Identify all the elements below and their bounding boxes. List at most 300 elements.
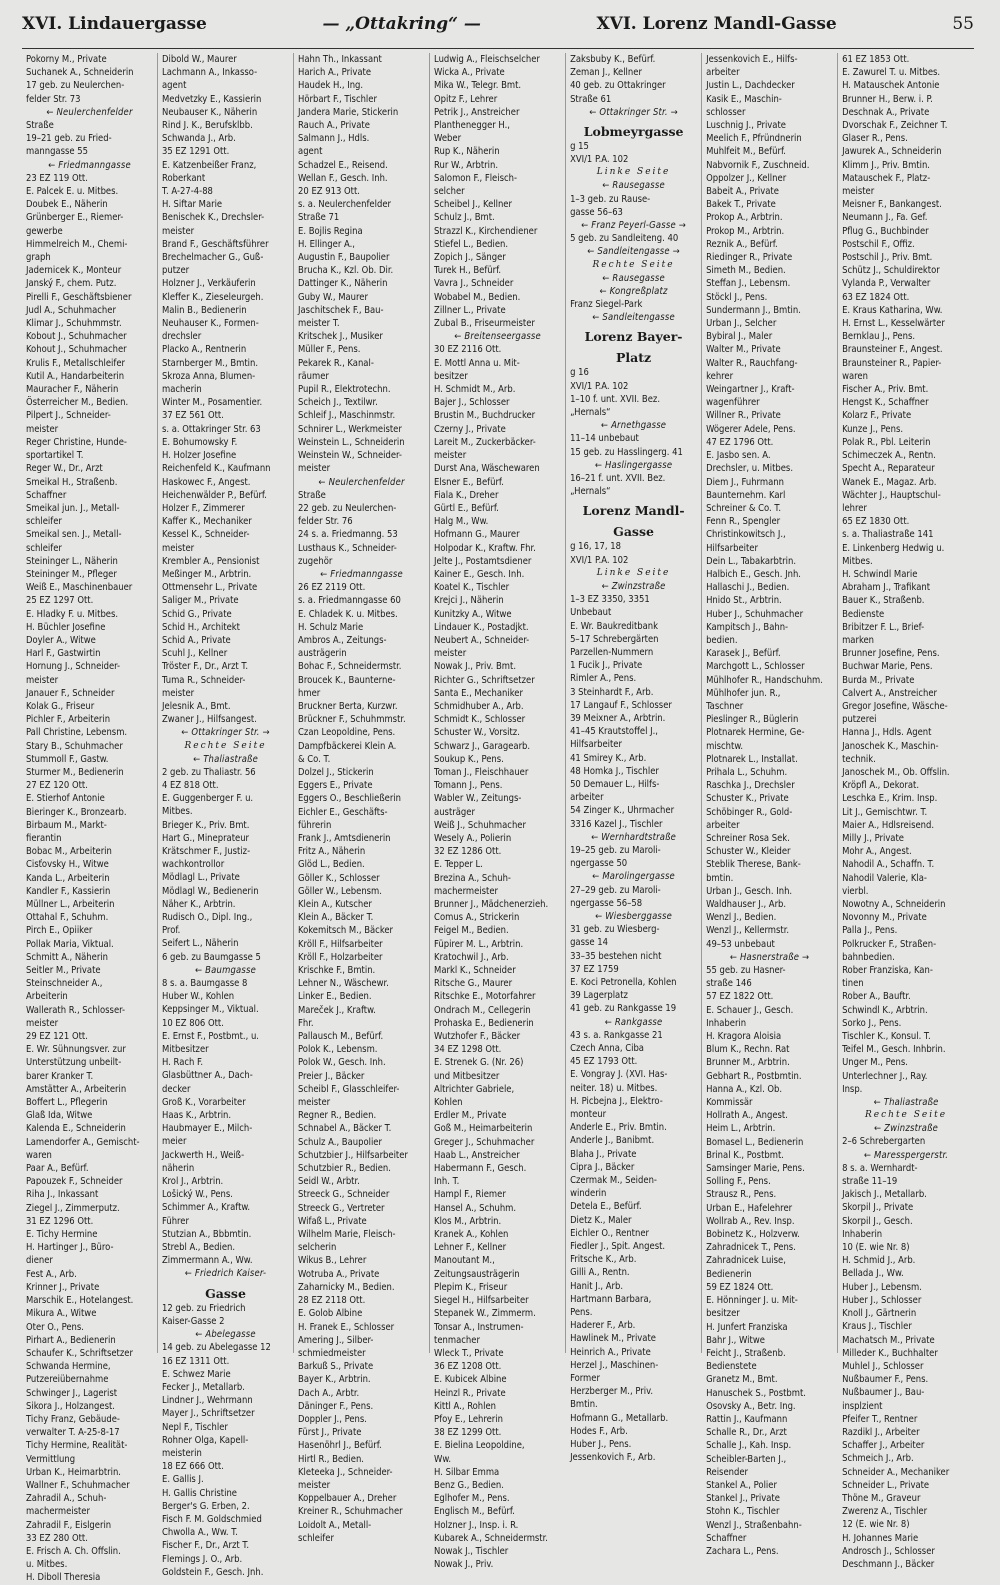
directory-line: Rup K., Näherin (434, 146, 500, 158)
directory-line: Milleder K., Buchhalter (842, 1347, 938, 1359)
directory-line: Abraham J., Trafikant (842, 582, 931, 594)
directory-line: Huber J., Schuhmacher (706, 608, 804, 620)
directory-line: meister (298, 1097, 331, 1109)
directory-line: Mayer J., Schriftsetzer (162, 1408, 255, 1420)
directory-line: Pfoy E., Lehrerin (434, 1413, 503, 1425)
directory-line: macherin (162, 384, 202, 396)
directory-line: Pekarek R., Kanal- (298, 357, 374, 369)
directory-line: Zaksbuby K., Befürf. (570, 54, 656, 65)
directory-line: Nowak J., Tischler (434, 1545, 509, 1557)
directory-line: Schütz J., Schuldirektor (842, 265, 940, 277)
directory-line: g 16, 17, 18 (570, 541, 621, 553)
directory-line: Specht A., Reparateur (842, 463, 935, 475)
directory-line: Polak R., Pbl. Leiterin (842, 436, 931, 448)
directory-line: 41 geb. zu Rankgasse 19 (570, 1003, 677, 1015)
directory-line: Bomasel L., Bedienerin (706, 1136, 804, 1148)
directory-line: Stankel J., Private (706, 1493, 780, 1505)
directory-line: E. Bohumowsky F. (162, 436, 238, 448)
directory-line: drechsler (162, 331, 202, 343)
directory-line: 26 EZ 2119 Ott. (298, 582, 366, 594)
directory-line: Unterstützung unbeilt- (26, 1057, 122, 1069)
directory-line: Tichy Hermine, Realität- (26, 1440, 128, 1452)
directory-line: Schnirer L., Werkmeister (298, 423, 402, 435)
directory-line: Teifel M., Gesch. Inhbrin. (842, 1044, 946, 1056)
directory-line: schleifer (298, 1532, 334, 1544)
directory-line: Fürst J., Private (298, 1427, 362, 1439)
directory-line: 4 EZ 818 Ott. (162, 779, 219, 791)
directory-line: Eglhofer M., Pens. (434, 1493, 510, 1505)
directory-line: Hanna A., Kzl. Ob. (706, 1083, 783, 1095)
directory-line: E. Linkenberg Hedwig u. (842, 542, 945, 554)
cross-street: ← Zwinzstraße (601, 580, 666, 592)
directory-line: 8 s. a. Wernhardt- (842, 1162, 918, 1174)
directory-line: E. Kraus Katharina, Ww. (842, 304, 943, 316)
directory-line: Milly J., Private (842, 832, 904, 844)
directory-line: straße 146 (706, 978, 752, 990)
directory-line: Granetz M., Bmt. (706, 1374, 778, 1386)
directory-line: Blaha J., Private (570, 1148, 637, 1160)
directory-line: Reger Christine, Hunde- (26, 436, 127, 448)
header-district: — „Ottakring“ — (322, 14, 481, 34)
directory-line: XVI/1 P.A. 102 (570, 380, 629, 392)
directory-line: Kokemitsch M., Bäcker (298, 925, 394, 937)
directory-line: Halbich E., Gesch. Jnh. (706, 568, 801, 580)
directory-line: 12 geb. zu Friedrich (162, 1302, 246, 1314)
directory-line: g 16 (570, 367, 589, 379)
directory-line: Inhaberin (842, 1228, 883, 1240)
directory-line: arbeiter (570, 792, 604, 804)
directory-line: Bieringer K., Bronzearb. (26, 806, 127, 818)
directory-line: schleifer (26, 542, 62, 554)
directory-line: Holzner J., Insp. i. R. (434, 1519, 519, 1531)
directory-line: meister (26, 423, 59, 435)
directory-line: Skroza Anna, Blumen- (162, 370, 256, 382)
directory-line: H. Picbejna J., Elektro- (570, 1095, 663, 1107)
directory-line: Unbebaut (570, 607, 612, 619)
directory-line: 48 Homka J., Tischler (570, 765, 659, 777)
directory-line: Schulz A., Baupolier (298, 1136, 382, 1148)
directory-line: Nowak J., Priv. Bmt. (434, 661, 516, 673)
directory-line: Mödlagl L., Private (162, 872, 240, 884)
directory-line: Plepim K., Friseur (434, 1281, 508, 1293)
directory-line: Pilpert J., Schneider- (26, 410, 111, 422)
directory-line: Deschmann J., Bäcker (842, 1558, 935, 1570)
directory-line: Pirelli F., Geschäftsbiener (26, 291, 132, 303)
directory-line: 27–29 geb. zu Maroli- (570, 884, 661, 896)
directory-line: Stankel A., Polier (706, 1479, 777, 1491)
directory-line: Nepl F., Tischler (162, 1421, 228, 1433)
directory-line: Vylanda P., Verwalter (842, 278, 931, 290)
directory-line: meister (26, 674, 59, 686)
directory-line: Reichenfeld K., Kaufmann (162, 463, 271, 475)
directory-line: Goß M., Heimarbeiterin (434, 1123, 533, 1135)
directory-line: Stöckl J., Pens. (706, 291, 768, 303)
directory-line: 23 EZ 119 Ott. (26, 172, 88, 184)
directory-line: T. A-27-4-88 (162, 186, 213, 198)
directory-line: Siegel H., Hilfsarbeiter (434, 1295, 529, 1307)
directory-line: „Hernals“ (570, 486, 611, 498)
street-heading: Gasse (205, 1285, 246, 1301)
directory-line: Brezina A., Schuh- (434, 872, 511, 884)
directory-line: 37 EZ 561 Ott. (162, 410, 224, 422)
directory-line: Luschnig J., Private (706, 120, 786, 132)
cross-street: ← Rankgasse (604, 1016, 663, 1028)
directory-line: Schadzel E., Reisend. (298, 159, 388, 171)
directory-line: Novonny M., Private (842, 912, 927, 924)
directory-line: E. Katzenbeißer Franz, (162, 159, 257, 171)
directory-line: 25 EZ 1297 Ott. (26, 595, 94, 607)
directory-line: Benz G., Bedien. (434, 1479, 504, 1491)
directory-line: 50 Demauer L., Hilfs- (570, 778, 660, 790)
directory-line: Schreiner Rosa Sek. (706, 832, 790, 844)
directory-line: Dein L., Tabakarbtrin. (706, 555, 796, 567)
directory-line: E. Vongray J. (XVI. Has- (570, 1069, 668, 1081)
directory-line: Prokop M., Arbtrin. (706, 225, 785, 237)
directory-line: 39 Meixner A., Arbtrin. (570, 712, 666, 724)
directory-line: Waldhauser J., Arb. (706, 899, 787, 910)
directory-line: Comus A., Strickerin (434, 912, 520, 924)
directory-line: E. Gallis J. (162, 1474, 204, 1486)
directory-line: Sundermann J., Bmtin. (706, 304, 801, 316)
header-right-street: XVI. Lorenz Mandl-Gasse (596, 14, 837, 34)
directory-line: Smeikal sen. J., Metall- (26, 529, 122, 541)
directory-line: Reznik A., Befürf. (706, 238, 778, 250)
directory-line: Brunner M., Arbtrin. (706, 1057, 790, 1069)
directory-line: Prof. (162, 925, 181, 937)
directory-line: Rattin J., Kaufmann (706, 1413, 788, 1425)
directory-line: Schaufer K., Schriftsetzer (26, 1347, 133, 1359)
directory-line: Kanda L., Arbeiterin (26, 872, 110, 884)
directory-line: Thöne M., Graveur (842, 1492, 921, 1504)
directory-line: vierbl. (842, 885, 869, 897)
directory-line: Kandler F., Kassierin (26, 885, 111, 897)
directory-line: Rind J. K., Berufsklbb. (162, 120, 253, 132)
directory-line: E. Hladky F. u. Mitbes. (26, 608, 119, 620)
directory-line: Bmtin. (570, 1399, 598, 1411)
directory-line: Straße 61 (570, 93, 612, 105)
directory-line: wachkontrollor (162, 859, 225, 871)
directory-line: Guby W., Maurer (298, 291, 368, 303)
directory-line: Seitler M., Private (26, 965, 101, 977)
directory-line: 34 EZ 1298 Ott. (434, 1044, 502, 1056)
directory-line: Maier A., Hdlsreisend. (842, 819, 935, 831)
directory-line: Stutzian A., Bbbmtin. (162, 1228, 252, 1240)
directory-line: Raschka J., Drechsler (706, 780, 795, 792)
directory-line: gasse 56–63 (570, 206, 623, 218)
directory-line: Schalle R., Dr., Arzt (706, 1427, 787, 1439)
directory-line: Bauer K., Straßenb. (842, 595, 925, 607)
directory-line: meister (298, 1479, 331, 1491)
directory-line: Kampitsch J., Bahn- (706, 621, 789, 633)
directory-line: zugehör (298, 555, 333, 567)
cross-street: ← Kongreßplatz (599, 285, 668, 297)
directory-line: Steinschneider A., (26, 978, 103, 990)
cross-street: ← Haslingergasse (594, 459, 673, 471)
directory-line: u. Mitbes. (26, 1559, 68, 1571)
directory-line: 12 (E. wie Nr. 8) (842, 1519, 910, 1531)
directory-line: 1–3 geb. zu Rause- (570, 193, 651, 205)
directory-line: „Hernals“ (570, 407, 611, 419)
directory-line: Wesely A., Polierin (434, 832, 512, 844)
directory-line: Kasik E., Maschin- (706, 93, 782, 105)
directory-line: Ondrach M., Cellegerin (434, 1004, 531, 1016)
directory-line: 31 geb. zu Wiesberg- (570, 924, 660, 936)
cross-street: ← Rausegasse (602, 272, 665, 284)
directory-line: Preier J., Bäcker (298, 1070, 365, 1082)
directory-line: Fenn R., Spengler (706, 516, 781, 528)
directory-line: Rur W., Arbtrin. (434, 159, 498, 171)
directory-line: Wifaß L., Private (298, 1215, 367, 1227)
directory-line: Lamendorfer A., Gemischt- (26, 1136, 140, 1148)
directory-line: Näher K., Arbtrin. (162, 898, 236, 910)
directory-line: Muhlfeit M., Befürf. (706, 146, 786, 158)
directory-line: E. Wr. Sühnungsver. zur (26, 1044, 126, 1056)
directory-line: Lit J., Gemischtwr. T. (842, 806, 928, 818)
directory-line: Bahr J., Witwe (706, 1334, 765, 1346)
directory-line: Hanuschek S., Postbmt. (706, 1387, 806, 1399)
directory-line: Planthenegger H., (434, 120, 510, 132)
street-heading: Platz (616, 350, 652, 366)
directory-line: Hanit J., Arb. (570, 1280, 624, 1292)
directory-line: s. a. Thaliastraße 141 (842, 529, 934, 541)
directory-line: 49–53 unbebaut (706, 938, 775, 950)
directory-line: 17 geb. zu Neulerchen- (26, 80, 125, 92)
directory-line: Führer (162, 1215, 189, 1227)
directory-line: Jelte J., Postamtsdiener (434, 555, 532, 567)
directory-line: Steblik Therese, Bank- (706, 859, 801, 871)
directory-line: E. Schauer J., Gesch. (706, 1004, 794, 1016)
directory-line: Franz Siegel-Park (570, 299, 643, 311)
directory-line: Toman J., Fleischhauer (434, 766, 529, 778)
street-side: Rechte Seite (592, 259, 675, 270)
directory-line: Paar A., Befürf. (26, 1163, 89, 1175)
directory-line: Jelesnik A., Bmt. (162, 700, 231, 712)
directory-line: Postschil F., Offiz. (842, 238, 915, 250)
cross-street: ← Friedmanngasse (48, 159, 131, 171)
directory-line: Mikura A., Witwe (26, 1308, 97, 1320)
directory-line: Österreicher M., Bedien. (26, 397, 129, 409)
directory-line: hmer (298, 687, 321, 699)
directory-line: meisterin (162, 1447, 202, 1459)
directory-line: Schid G., Private (162, 608, 232, 620)
directory-line: Nowak J., Priv. (434, 1559, 494, 1571)
directory-line: 57 EZ 1822 Ott. (706, 991, 774, 1003)
directory-line: Schleif J., Maschinmstr. (298, 410, 396, 422)
directory-line: Drechsler, u. Mitbes. (706, 463, 794, 475)
directory-line: Klein A., Bäcker T. (298, 912, 374, 924)
directory-line: Zeman J., Kellner (570, 67, 642, 79)
directory-line: Mareček J., Kraftw. (298, 1004, 376, 1016)
directory-line: Putzereiübernahme (26, 1374, 109, 1386)
directory-line: Muhlel J., Schlosser (842, 1360, 924, 1372)
directory-line: Rober Franziska, Kan- (842, 965, 933, 977)
directory-line: austrägerin (298, 648, 347, 660)
directory-line: Salomon F., Fleisch- (434, 172, 518, 184)
cross-street: ← Franz Peyerl-Gasse → (581, 220, 686, 232)
directory-line: Zahradil A., Schuh- (26, 1493, 107, 1505)
directory-line: 6 geb. zu Baumgasse 5 (162, 951, 261, 963)
directory-line: Feigel M., Bedien. (434, 925, 509, 937)
directory-line: Kittl A., Rohlen (434, 1400, 497, 1412)
directory-line: Straße 71 (298, 212, 340, 224)
directory-line: Brinal K., Postbmt. (706, 1149, 784, 1161)
directory-line: Kröll F., Holzarbeiter (298, 951, 383, 963)
directory-line: Herzberger M., Priv. (570, 1386, 654, 1398)
directory-line: 45 EZ 1793 Ott. (570, 1056, 638, 1068)
directory-line: Brunner J., Mädchenerzieh. (434, 899, 549, 910)
directory-line: Schmitt A., Näherin (26, 951, 108, 963)
directory-line: H. Schulz Marie (298, 621, 364, 633)
directory-line: 5–17 Schrebergärten (570, 633, 659, 645)
directory-line: Salmann J., Hdls. (298, 133, 370, 145)
directory-line: H. Hartinger J., Büro- (26, 1242, 114, 1254)
directory-line: Greger J., Schuhmacher (434, 1136, 535, 1148)
directory-line: Hornung J., Schneider- (26, 661, 121, 673)
cross-street: ← Ottakringer Str. → (589, 106, 678, 118)
directory-line: Hawlinek M., Private (570, 1333, 656, 1345)
directory-line: E. Chladek K. u. Mitbes. (298, 608, 398, 620)
directory-line: Stary B., Schuhmacher (26, 740, 123, 752)
directory-line: Jaschitschek F., Bau- (298, 304, 384, 316)
directory-line: Müller F., Pens. (298, 344, 361, 356)
directory-line: Czerny J., Private (434, 423, 506, 435)
directory-line: Mödlagl W., Bedienerin (162, 885, 259, 897)
directory-line: Buchwar Marie, Pens. (842, 661, 933, 673)
directory-line: Steffan J., Lebensm. (706, 278, 791, 290)
directory-line: 63 EZ 1824 Ott. (842, 291, 910, 303)
directory-line: Chwolla A., Ww. T. (162, 1527, 238, 1539)
directory-line: bahnbedien. (842, 951, 895, 963)
directory-line: XVI/1 P.A. 102 (570, 154, 629, 166)
directory-line: Bybiral J., Maler (706, 331, 773, 343)
directory-line: Neubert A., Schneider- (434, 634, 530, 646)
directory-line: Bajer J., Schlosser (434, 397, 510, 409)
directory-line: Jawurek A., Schneiderin (842, 146, 942, 158)
directory-line: Wallner F., Schuhmacher (26, 1479, 130, 1491)
directory-line: Zaharnicky M., Bedien. (298, 1281, 395, 1293)
directory-line: Göller W., Lebensm. (298, 885, 382, 897)
street-side: Rechte Seite (184, 740, 267, 751)
directory-line: 38 EZ 1299 Ott. (434, 1427, 502, 1439)
directory-line: Meelich F., Pfründnerin (706, 133, 802, 145)
directory-line: Kommissär (706, 1097, 753, 1109)
directory-line: Bernklau J., Pens. (842, 331, 916, 343)
directory-line: E. Frisch A. Ch. Offslin. (26, 1545, 121, 1557)
directory-line: Weiß E., Maschinenbauer (26, 582, 133, 594)
directory-line: Janauer F., Schneider (26, 687, 115, 699)
page-number: 55 (952, 14, 974, 34)
directory-line: E. Ernst F., Postbmt., u. (162, 1030, 259, 1042)
directory-line: 20 EZ 913 Ott. (298, 186, 360, 198)
directory-line: Schid A., Private (162, 634, 231, 646)
directory-line: Eichler O., Rentner (570, 1227, 649, 1239)
directory-line: meier (162, 1136, 187, 1148)
directory-line: Schuster W., Vorsitz. (434, 727, 520, 739)
directory-line: Barkuß S., Private (298, 1361, 374, 1373)
directory-line: Willner R., Private (706, 410, 781, 422)
directory-line: H. Schmid J., Arb. (842, 1255, 916, 1267)
directory-line: g 15 (570, 141, 589, 153)
directory-line: Smeikal H., Straßenb. (26, 476, 118, 488)
directory-line: Smeikal jun. J., Metall- (26, 502, 120, 514)
directory-line: Deschnak A., Private (842, 106, 930, 118)
directory-line: monteur (570, 1109, 607, 1121)
directory-line: Skorpil J., Private (842, 1202, 914, 1214)
directory-line: Mitbesitzer (162, 1044, 209, 1056)
directory-line: 27 EZ 120 Ott. (26, 780, 88, 792)
directory-line: bedien. (706, 634, 738, 646)
directory-line: Postschil J., Priv. Bmt. (842, 252, 933, 264)
directory-line: 17 Langauf F., Schlosser (570, 699, 672, 711)
directory-line: Glaser R., Pens. (842, 133, 908, 145)
directory-line: Zimmermann A., Ww. (162, 1255, 253, 1267)
directory-line: E. Jasbo sen. A. (706, 450, 771, 462)
directory-line: Prokop A., Arbtrin. (706, 212, 783, 224)
directory-line: Hampl F., Riemer (434, 1189, 506, 1201)
directory-line: bmtin. (706, 872, 734, 884)
directory-line: Lusthaus K., Schneider- (298, 542, 397, 554)
directory-line: Meßinger M., Arbtrin. (162, 568, 252, 580)
directory-line: Dietz K., Maler (570, 1214, 632, 1226)
cross-street: ← Thaliastraße (873, 1097, 939, 1109)
directory-line: E. Kubicek Albine (434, 1374, 507, 1386)
street-side: Linke Seite (596, 167, 671, 178)
directory-line: gasse 14 (570, 937, 608, 949)
directory-line: Herzel J., Maschinen- (570, 1359, 659, 1371)
cross-street: ← Friedrich Kaiser- (184, 1268, 267, 1280)
directory-line: Halg M., Ww. (434, 516, 489, 528)
directory-line: Habermann F., Gesch. (434, 1163, 527, 1175)
directory-line: Heinzl R., Private (434, 1387, 506, 1399)
directory-line: Scuhl J., Kellner (162, 648, 228, 660)
directory-line: Scheibler-Barten J., (706, 1453, 787, 1465)
directory-line: s. a. Friedmanngasse 60 (298, 595, 401, 607)
directory-line: Pirch E., Opiiker (26, 925, 93, 937)
directory-line: Braunsteiner F., Angest. (842, 344, 943, 356)
directory-line: Schwindl K., Arbtrin. (842, 1004, 928, 1016)
directory-line: Hilfsarbeiter (706, 542, 758, 554)
directory-line: Harl F., Gastwirtin (26, 648, 101, 660)
directory-line: Diem J., Fuhrmann (706, 476, 784, 488)
directory-line: Heinrich A., Private (570, 1346, 651, 1358)
directory-line: Fritz A., Näherin (298, 846, 366, 858)
directory-line: felder Str. 73 (26, 93, 81, 105)
directory-line: Karasek J., Befürf. (706, 648, 781, 660)
directory-line: Klein A., Kutscher (298, 899, 372, 910)
directory-line: Arbeiterin (26, 991, 68, 1003)
directory-line: putzerei (842, 714, 877, 726)
directory-line: Bellada J., Ww. (842, 1268, 904, 1280)
directory-line: Burda M., Private (842, 674, 915, 686)
directory-line: lehrer (842, 502, 867, 514)
directory-line: Kreiner R., Schuhmacher (298, 1506, 403, 1518)
directory-line: Fhr. (298, 1017, 314, 1029)
street-heading: Gasse (613, 524, 654, 540)
directory-line: Vavra J., Schneider (434, 278, 514, 290)
directory-line: E. Tepper L. (434, 859, 483, 871)
directory-line: E. Mottl Anna u. Mit- (434, 357, 520, 369)
directory-line: 18 EZ 666 Ott. (162, 1461, 224, 1473)
directory-line: Eggers O., Beschließerin (298, 793, 401, 805)
directory-line: Petrik J., Anstreicher (434, 106, 520, 118)
directory-line: Wleck T., Private (434, 1347, 504, 1359)
directory-line: und Mitbesitzer (434, 1070, 500, 1082)
directory-line: Wobabel M., Bedien. (434, 291, 521, 303)
directory-line: Frank J., Amtsdienerin (298, 832, 391, 844)
directory-line: Heichenwälder P., Befürf. (162, 489, 267, 501)
directory-line: Kutil A., Handarbeiterin (26, 370, 125, 382)
directory-line: Straße (26, 120, 54, 132)
